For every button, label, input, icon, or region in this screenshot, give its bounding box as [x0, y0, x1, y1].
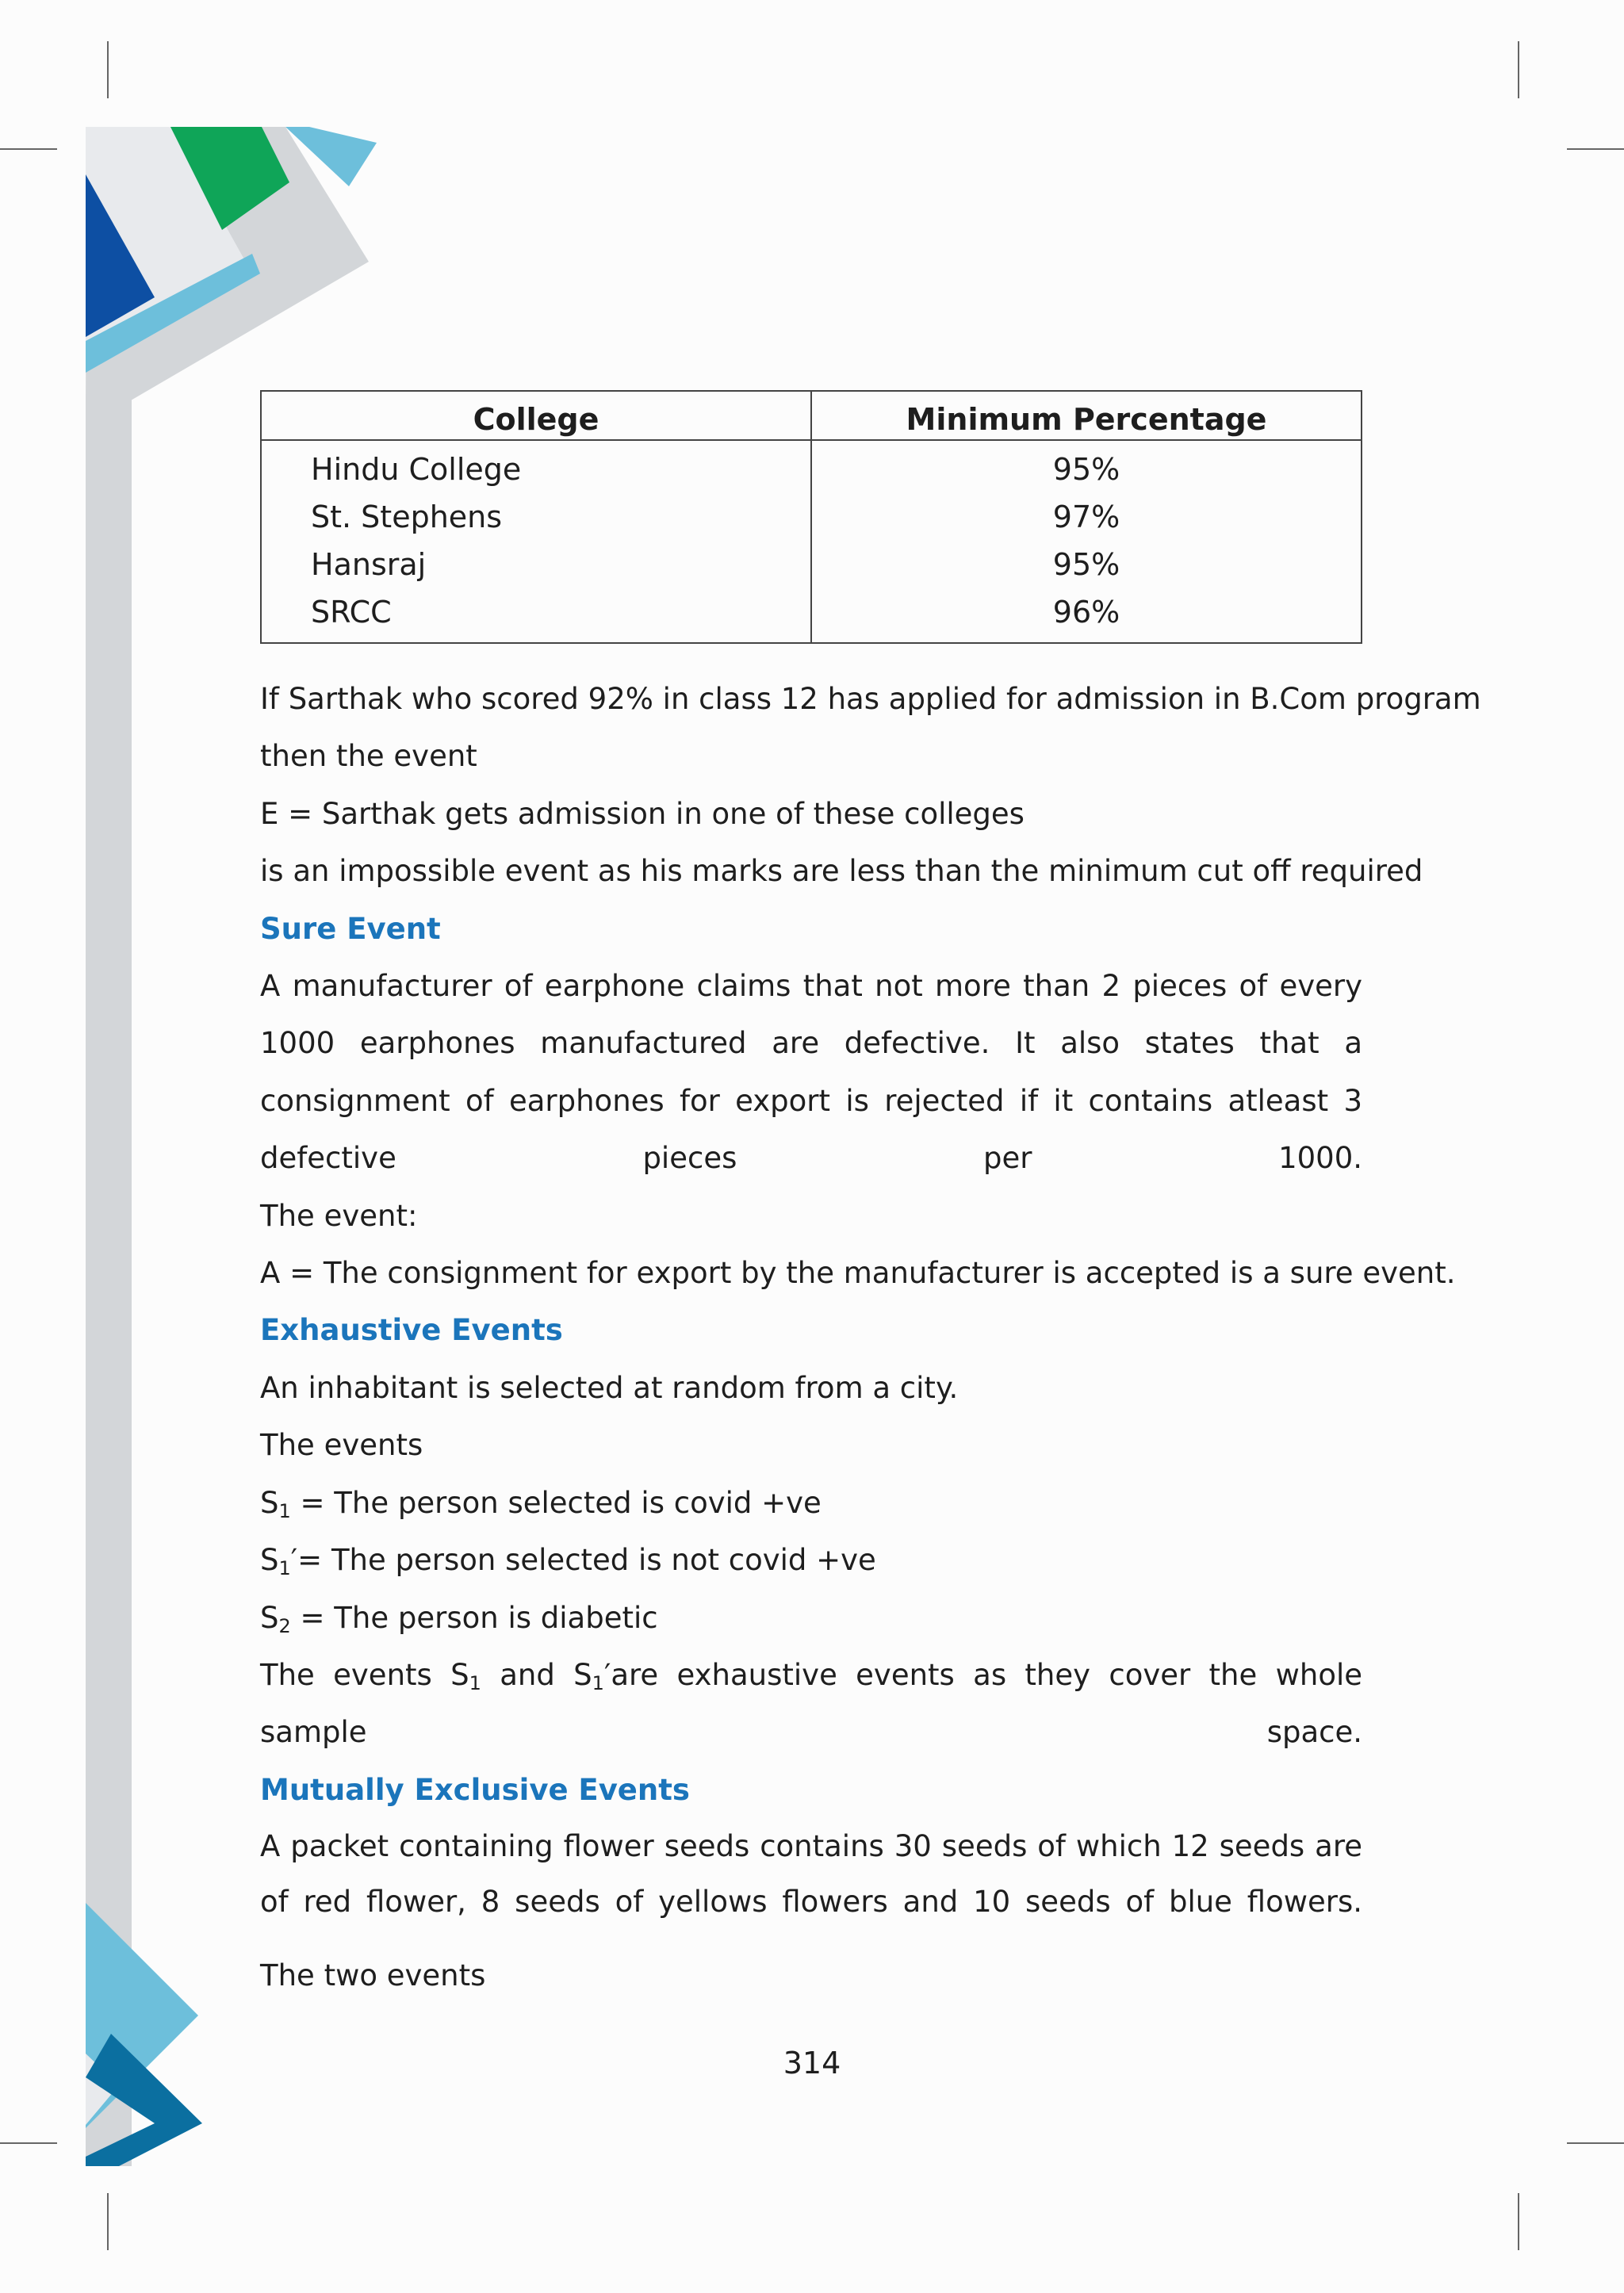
crop-mark-bottom-right-v — [1518, 2193, 1519, 2250]
heading-sure-event: Sure Event — [260, 911, 441, 946]
event-s1 — [260, 1475, 1362, 1532]
s2-subscript: 2 — [278, 1614, 291, 1637]
crop-mark-bottom-right-h — [1567, 2142, 1624, 2144]
impossible-event-line-2: then the event — [260, 739, 477, 774]
decoration-bottom-left — [0, 1887, 222, 2172]
decoration-top-left — [0, 0, 381, 412]
exhaustive-conclusion-sub-2: 1 — [592, 1671, 604, 1694]
table-row — [261, 440, 1362, 493]
heading-exhaustive-events: Exhaustive Events — [260, 1313, 563, 1348]
s1-prime-text: ′= The person selected is not covid +ve — [290, 1543, 876, 1578]
exhaustive-conclusion-part-a: The events S — [260, 1657, 469, 1692]
page-content — [260, 390, 1481, 2005]
s1-prime-symbol: S — [260, 1543, 279, 1578]
exhaustive-conclusion-part-b: and S — [481, 1657, 592, 1692]
exhaustive-events-label: The events — [260, 1428, 423, 1463]
crop-mark-top-right-h — [1567, 148, 1624, 150]
event-s2 — [260, 1590, 1362, 1647]
minimum-percentage: 97% — [811, 493, 1362, 541]
college-name: St. Stephens — [311, 500, 503, 534]
table-header-row — [261, 391, 1362, 440]
exhaustive-conclusion-part-c: ′are exhaustive events as they cover the whole sample space. — [260, 1657, 1362, 1750]
s1-text: = The person selected is covid +ve — [290, 1485, 822, 1520]
impossible-event-line-1: If Sarthak who scored 92% in class 12 has applied for admission in B.Com program — [260, 682, 1481, 716]
college-name: SRCC — [311, 595, 392, 630]
college-name: Hansraj — [311, 547, 427, 582]
minimum-percentage: 95% — [811, 440, 1362, 493]
s2-symbol: S — [260, 1600, 279, 1635]
s1-symbol: S — [260, 1485, 279, 1520]
exhaustive-intro: An inhabitant is selected at random from a city. — [260, 1370, 959, 1405]
crop-mark-bottom-left-v — [107, 2193, 109, 2250]
column-header-minimum-percentage: Minimum Percentage — [811, 391, 1362, 440]
exhaustive-conclusion — [260, 1647, 1362, 1762]
sure-event-paragraph: A manufacturer of earphone claims that not more than 2 pieces of every 1000 earphones manufactured are defective. It also states that a consignment of earphones for export is rejected if it contains atleast 3 defective pieces per 1000. — [260, 969, 1362, 1176]
exhaustive-conclusion-sub-1: 1 — [469, 1671, 481, 1694]
mutually-exclusive-two-events: The two events — [260, 1958, 486, 1993]
s1-prime-subscript: 1 — [278, 1557, 291, 1580]
table-row — [261, 493, 1362, 541]
mutually-exclusive-paragraph: A packet containing flower seeds contains 30 seeds of which 12 seeds are of red flower, 8 seeds of yellows flowers and 10 seeds of blue flowers. — [260, 1829, 1362, 1920]
table-row — [261, 588, 1362, 643]
impossible-event-definition: E = Sarthak gets admission in one of these colleges — [260, 796, 1025, 831]
sure-event-definition: A = The consignment for export by the manufacturer is accepted is a sure event. — [260, 1256, 1456, 1291]
event-s1-prime — [260, 1532, 1362, 1589]
s2-text: = The person is diabetic — [290, 1600, 658, 1635]
column-header-college: College — [261, 391, 811, 440]
college-name: Hindu College — [311, 452, 522, 487]
table-row — [261, 541, 1362, 588]
page-number: 314 — [783, 2046, 841, 2081]
s1-subscript: 1 — [278, 1499, 291, 1522]
minimum-percentage: 96% — [811, 588, 1362, 643]
sure-event-label: The event: — [260, 1198, 418, 1233]
crop-mark-top-right-v — [1518, 41, 1519, 98]
impossible-event-conclusion: is an impossible event as his marks are less than the minimum cut off required — [260, 854, 1423, 889]
heading-mutually-exclusive-events: Mutually Exclusive Events — [260, 1772, 690, 1807]
minimum-percentage: 95% — [811, 541, 1362, 588]
cutoff-table — [260, 390, 1362, 644]
